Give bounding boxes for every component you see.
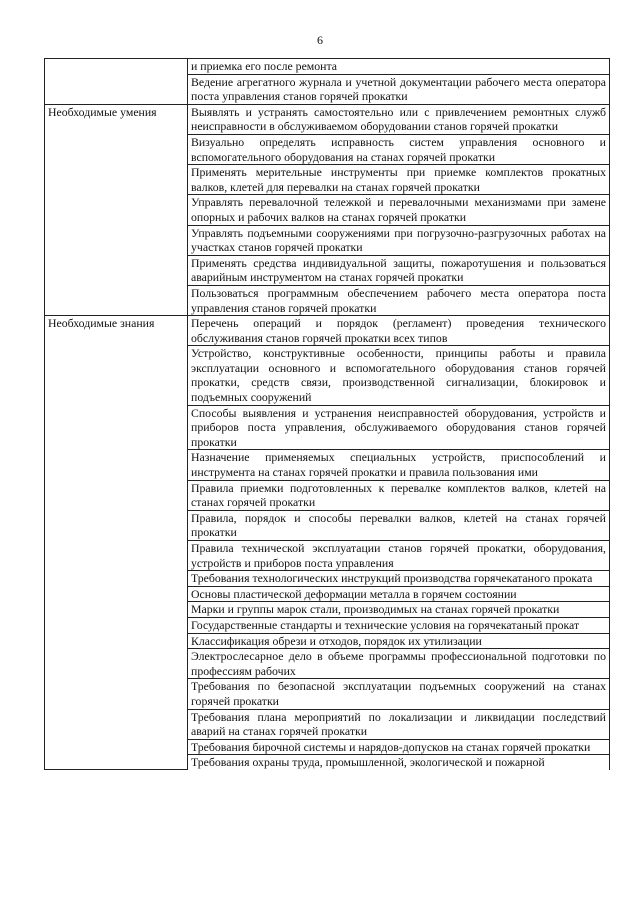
- requirement-item: Правила, порядок и способы перевалки валков, клетей на станах горячей прокатки: [188, 510, 610, 540]
- requirement-item: Выявлять и устранять самостоятельно или с привлечением ремонтных служб неисправности в обслуживаемом оборудовании станов горячей прокатки: [188, 104, 610, 134]
- requirement-item: и приемка его после ремонта: [188, 59, 610, 75]
- requirement-item: Требования охраны труда, промышленной, экологической и пожарной: [188, 755, 610, 770]
- requirement-item: Государственные стандарты и технические условия на горячекатаный прокат: [188, 617, 610, 633]
- requirement-item: Марки и группы марок стали, производимых на станах горячей прокатки: [188, 602, 610, 618]
- requirement-item: Классификация обрези и отходов, порядок их утилизации: [188, 633, 610, 649]
- requirement-item: Требования бирочной системы и нарядов-допусков на станах горячей прокатки: [188, 739, 610, 755]
- requirement-item: Электрослесарное дело в объеме программы профессиональной подготовки по профессиям рабочих: [188, 649, 610, 679]
- requirement-item: Пользоваться программным обеспечением рабочего места оператора поста управления станов горячей прокатки: [188, 285, 610, 315]
- requirement-item: Правила технической эксплуатации станов горячей прокатки, оборудования, устройств и приборов поста управления: [188, 541, 610, 571]
- requirement-item: Управлять перевалочной тележкой и перевалочными механизмами при замене опорных и рабочих валков на станах горячей прокатки: [188, 195, 610, 225]
- requirements-table-body: [45, 59, 610, 770]
- requirement-item: Применять средства индивидуальной защиты, пожаротушения и пользоваться аварийным инструментом на станах горячей прокатки: [188, 255, 610, 285]
- requirement-item: Перечень операций и порядок (регламент) проведения технического обслуживания станов горячей прокатки всех типов: [188, 316, 610, 346]
- table-row: [45, 59, 610, 75]
- table-row: [45, 316, 610, 346]
- requirement-item: Способы выявления и устранения неисправностей оборудования, устройств и приборов поста управления, обслуживаемого оборудования станов горячей прокатки: [188, 405, 610, 450]
- requirement-item: Требования по безопасной эксплуатации подъемных сооружений на станах горячей прокатки: [188, 679, 610, 709]
- requirement-item: Требования плана мероприятий по локализации и ликвидации последствий аварий на станах горячей прокатки: [188, 709, 610, 739]
- requirement-item: Визуально определять исправность систем управления основного и вспомогательного оборудования на станах горячей прокатки: [188, 134, 610, 164]
- section-label-continued: [45, 59, 188, 105]
- section-label-knowledge: Необходимые знания: [45, 316, 188, 770]
- page-number: 6: [317, 33, 323, 47]
- requirement-item: Применять мерительные инструменты при приемке комплектов прокатных валков, клетей для перевалки на станах горячей прокатки: [188, 165, 610, 195]
- table-row: [45, 104, 610, 134]
- requirement-item: Правила приемки подготовленных к перевалке комплектов валков, клетей на станах горячей прокатки: [188, 480, 610, 510]
- requirement-item: Основы пластической деформации металла в горячем состоянии: [188, 586, 610, 602]
- requirement-item: Ведение агрегатного журнала и учетной документации рабочего места оператора поста управления станов горячей прокатки: [188, 74, 610, 104]
- requirement-item: Требования технологических инструкций производства горячекатаного проката: [188, 571, 610, 587]
- requirement-item: Управлять подъемными сооружениями при погрузочно-разгрузочных работах на участках станов горячей прокатки: [188, 225, 610, 255]
- requirements-table: [44, 58, 610, 770]
- section-label-skills: Необходимые умения: [45, 104, 188, 315]
- requirement-item: Назначение применяемых специальных устройств, приспособлений и инструмента на станах горячей прокатки и правила пользования ими: [188, 450, 610, 480]
- requirement-item: Устройство, конструктивные особенности, принципы работы и правила эксплуатации основного и вспомогательного оборудования станов горячей прокатки, средств связи, производственной сигнализации, блокировок и подъемных сооружений: [188, 346, 610, 405]
